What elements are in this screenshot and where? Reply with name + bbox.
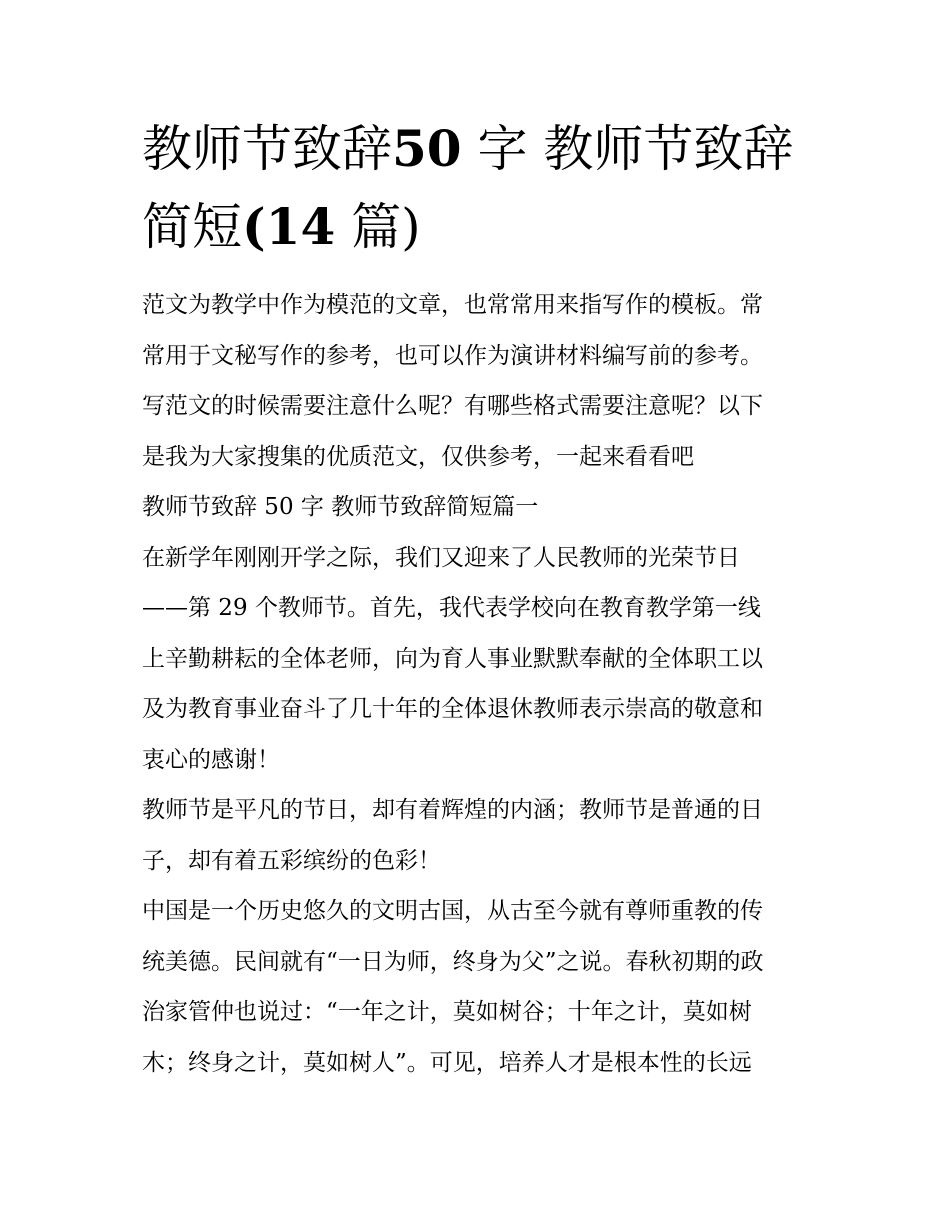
title-text: 教师节致辞 — [142, 120, 392, 178]
text-line: 统美德。民间就有“一日为师，终身为父”之说。春秋初期的政 — [142, 948, 764, 975]
text-line: 教师节是平凡的节日，却有着辉煌的内涵；教师节是普通的日 — [142, 797, 763, 823]
text-line: ——第 29 个教师节。首先，我代表学校向在教育教学第一线 — [142, 595, 761, 621]
text-line: 子，却有着五彩缤纷的色彩！ — [142, 847, 441, 874]
title-number: (14 — [242, 197, 336, 256]
text-line: 写范文的时候需要注意什么呢？有哪些格式需要注意呢？以下 — [142, 393, 763, 419]
document-body — [142, 280, 822, 1088]
text-line: 是我为大家搜集的优质范文，仅供参考，一起来看看吧 — [142, 443, 694, 470]
text-line: 在新学年刚刚开学之际，我们又迎来了人民教师的光荣节日 — [142, 544, 740, 571]
text-line: 范文为教学中作为模范的文章，也常常用来指写作的模板。常 — [142, 292, 763, 318]
title-line-1 — [142, 110, 822, 188]
title-text: 篇) — [351, 198, 421, 256]
text-line: 治家管仲也说过：“一年之计，莫如树谷；十年之计，莫如树 — [142, 999, 752, 1025]
document-page — [142, 110, 822, 1088]
title-number: 50 — [392, 119, 462, 178]
text-line: 衷心的感谢！ — [142, 746, 280, 773]
section-heading: 教师节致辞 50 字 教师节致辞简短篇一 — [142, 494, 539, 520]
title-text: 字 教师节致辞 — [477, 120, 794, 178]
text-line: 木；终身之计，莫如树人”。可见，培养人才是根本性的长远 — [142, 1049, 752, 1076]
document-title — [142, 110, 822, 266]
title-line-2 — [142, 188, 822, 266]
title-text: 简短 — [142, 198, 242, 256]
text-line: 上辛勤耕耘的全体老师，向为育人事业默默奉献的全体职工以 — [142, 645, 763, 672]
text-line: 及为教育事业奋斗了几十年的全体退休教师表示崇高的敬意和 — [142, 696, 763, 722]
text-line: 常用于文秘写作的参考，也可以作为演讲材料编写前的参考。 — [142, 342, 763, 369]
text-line: 中国是一个历史悠久的文明古国，从古至今就有尊师重教的传 — [142, 898, 763, 924]
